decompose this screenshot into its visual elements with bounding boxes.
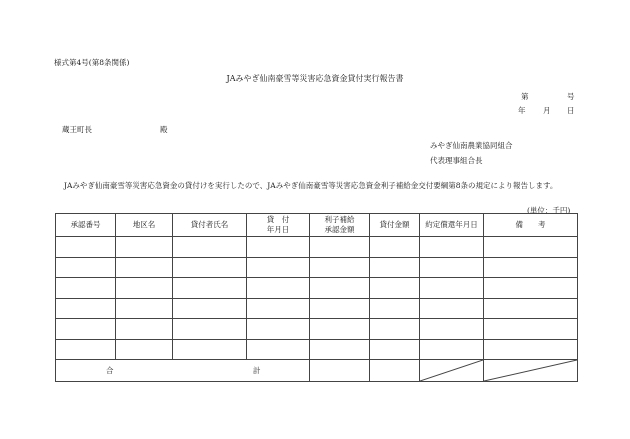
column-header: [173, 214, 247, 237]
table-cell[interactable]: [173, 237, 247, 258]
sender-organization: みやぎ仙南農業協同組合: [430, 141, 513, 150]
table-row: [56, 257, 578, 278]
column-header-line1: 地区名: [132, 220, 156, 229]
column-header-line2: 承認金額: [324, 225, 355, 234]
column-header-line1: 貸 付: [266, 215, 290, 224]
table-cell[interactable]: [370, 319, 420, 340]
table-cell[interactable]: [173, 298, 247, 319]
total-repayment-date-cell-crossed: [420, 360, 484, 382]
table-cell[interactable]: [116, 257, 173, 278]
diagonal-strike: [420, 360, 483, 381]
table-cell[interactable]: [370, 339, 420, 360]
table-body: [56, 237, 578, 360]
total-label-left: 合: [106, 366, 114, 375]
unit-label: (単位：千円): [527, 206, 571, 215]
table-cell[interactable]: [116, 298, 173, 319]
column-header-line1: 承認番号: [70, 220, 101, 229]
table-cell[interactable]: [310, 339, 370, 360]
table-row: [56, 319, 578, 340]
table-row: [56, 237, 578, 258]
date-day-label: 日: [567, 106, 575, 115]
total-label-cell: [56, 360, 310, 382]
column-header: [370, 214, 420, 237]
form-number: 様式第4号(第8条関係): [54, 58, 130, 67]
total-interest-amount-cell[interactable]: [310, 360, 370, 382]
total-remarks-cell-crossed: [484, 360, 578, 382]
table-cell[interactable]: [420, 257, 484, 278]
table-cell[interactable]: [116, 278, 173, 299]
table-cell[interactable]: [116, 237, 173, 258]
column-header: [56, 214, 116, 237]
table-cell[interactable]: [370, 237, 420, 258]
column-header-line1: 貸付者氏名: [190, 220, 229, 229]
table-cell[interactable]: [56, 278, 116, 299]
addressee-honorific: 殿: [160, 125, 168, 134]
table-cell[interactable]: [247, 298, 310, 319]
table-cell[interactable]: [420, 298, 484, 319]
table-cell[interactable]: [116, 319, 173, 340]
table-cell[interactable]: [247, 319, 310, 340]
table-cell[interactable]: [173, 339, 247, 360]
addressee-name: 蔵王町長: [62, 125, 92, 134]
document-number-prefix: 第: [521, 92, 529, 101]
column-header: [247, 214, 310, 237]
document-title: JAみやぎ仙南豪雪等災害応急資金貸付実行報告書: [226, 74, 404, 83]
table-cell[interactable]: [116, 339, 173, 360]
body-text: JAみやぎ仙南豪雪等災害応急資金の貸付けを実行したので、JAみやぎ仙南豪雪等災害応急資金利子補給金交付要綱第8条の規定により報告します。: [64, 181, 558, 190]
column-header-line1: 貸付金額: [379, 220, 410, 229]
report-table: [55, 213, 578, 382]
table-cell[interactable]: [173, 319, 247, 340]
diagonal-strike: [484, 360, 577, 381]
table-cell[interactable]: [420, 237, 484, 258]
table-cell[interactable]: [420, 319, 484, 340]
date-month-label: 月: [543, 106, 551, 115]
table-cell[interactable]: [173, 257, 247, 278]
table-cell[interactable]: [484, 237, 578, 258]
table-cell[interactable]: [484, 319, 578, 340]
table-cell[interactable]: [420, 339, 484, 360]
table-cell[interactable]: [56, 319, 116, 340]
table-cell[interactable]: [56, 257, 116, 278]
column-header-line1: 利子補給: [324, 215, 355, 224]
column-header: [484, 214, 578, 237]
column-header: [310, 214, 370, 237]
table-cell[interactable]: [56, 237, 116, 258]
total-label-right: 計: [253, 366, 261, 375]
table-cell[interactable]: [310, 319, 370, 340]
table-row: [56, 339, 578, 360]
table-cell[interactable]: [310, 257, 370, 278]
document-number-suffix: 号: [567, 92, 575, 101]
table-cell[interactable]: [484, 257, 578, 278]
table-cell[interactable]: [370, 278, 420, 299]
table-cell[interactable]: [310, 237, 370, 258]
table-cell[interactable]: [420, 278, 484, 299]
table-cell[interactable]: [173, 278, 247, 299]
table-row: [56, 278, 578, 299]
total-row: [56, 360, 578, 382]
table-row: [56, 298, 578, 319]
column-header: [116, 214, 173, 237]
table-cell[interactable]: [56, 298, 116, 319]
table-cell[interactable]: [370, 298, 420, 319]
table-cell[interactable]: [247, 339, 310, 360]
table-cell[interactable]: [484, 278, 578, 299]
table-cell[interactable]: [370, 257, 420, 278]
table-cell[interactable]: [310, 298, 370, 319]
column-header-line2: 年月日: [266, 225, 290, 234]
table-cell[interactable]: [247, 257, 310, 278]
column-header: [420, 214, 484, 237]
table-cell[interactable]: [484, 339, 578, 360]
date-year-label: 年: [518, 106, 526, 115]
table-cell[interactable]: [247, 278, 310, 299]
total-loan-amount-cell[interactable]: [370, 360, 420, 382]
column-header-line1: 約定償還年月日: [425, 220, 478, 229]
table-cell[interactable]: [484, 298, 578, 319]
table-header-row: [56, 214, 578, 237]
column-header-line1: 備 考: [515, 220, 546, 229]
table-cell[interactable]: [56, 339, 116, 360]
sender-title: 代表理事組合長: [430, 156, 483, 165]
table-cell[interactable]: [310, 278, 370, 299]
table-cell[interactable]: [247, 237, 310, 258]
